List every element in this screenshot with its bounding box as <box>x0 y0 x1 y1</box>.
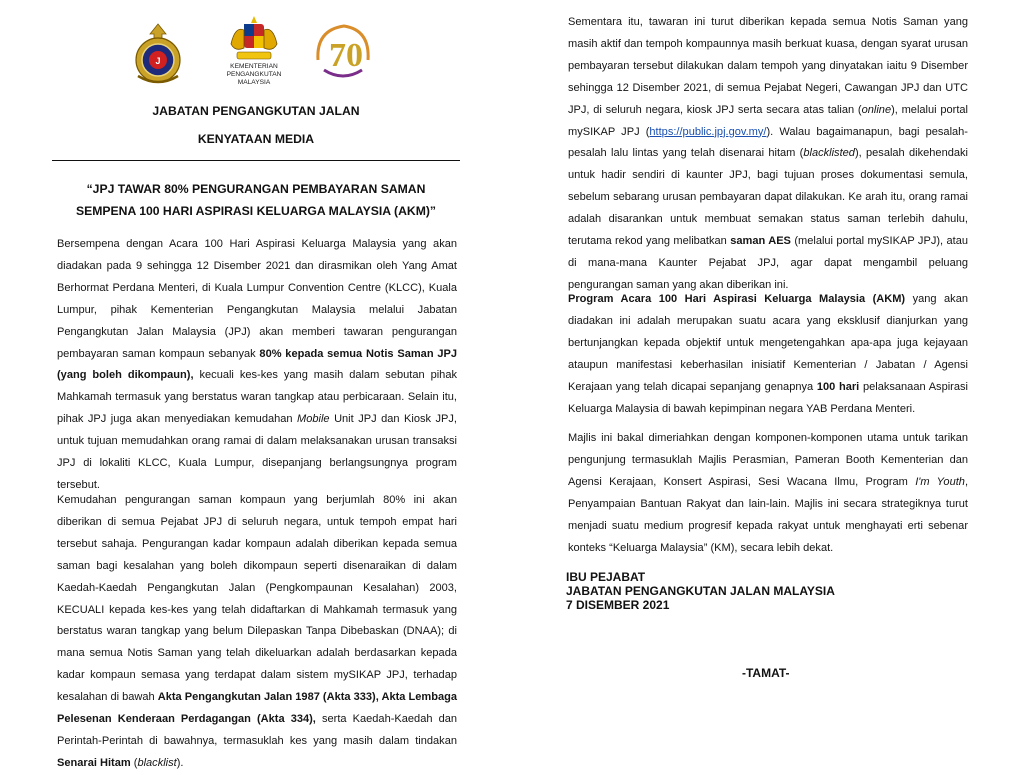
portal-link[interactable]: https://public.jpj.gov.my/ <box>649 125 767 138</box>
emphasis-bold: Senarai Hitam <box>57 756 131 769</box>
text-run: , Penyampaian Bantuan Rakyat dan lain-lain. Majlis ini secara strategiknya turut menjadi suatu medium progresif kepada rakyat untuk menghayati erti sebenar konteks “Keluarga Malaysia” (KM), secara lebih dekat. <box>568 475 969 554</box>
body-paragraph <box>568 12 968 297</box>
text-run: ), melalui portal mySIKAP JPJ ( <box>568 103 968 138</box>
jubli-platinum-logo <box>310 16 376 88</box>
signature-date: 7 DISEMBER 2021 <box>566 598 670 613</box>
emphasis-italic: Mobile <box>297 413 330 426</box>
text-run: Kemudahan pengurangan saman kompaun yang berjumlah 80% ini akan diberikan di semua Pejabat JPJ di seluruh negara, untuk tempoh empat hari tersebut sahaja. Pengurangan kadar kompaun adalah diberikan kepada semua saman bagi kesalahan yang boleh dikompaun seperti disenaraikan di dalam Kaedah-Kaedah Pengangkutan Jalan (Pengkompaunan Kesalahan) 2003, KECUALI kepada kes-kes yang telah didaftarkan di Mahkamah termasuk yang berstatus waran tangkap yang belum Dilepaskan Tanpa Dibebaskan (DNAA); di mana semua Notis Saman yang telah dikeluarkan adalah berdasarkan kepada kadar kompaun semasa yang terdapat dalam sistem mySIKAP JPJ, terhadap kesalahan di bawah <box>57 494 457 704</box>
headline-line-1: “JPJ TAWAR 80% PENGURANGAN PEMBAYARAN SAMAN <box>86 182 426 196</box>
department-name: JABATAN PENGANGKUTAN JALAN <box>152 104 360 118</box>
text-run: ). <box>176 756 184 769</box>
text-run: kecuali kes-kes yang masih dalam sebutan pihak Mahkamah termasuk yang berstatus waran tangkap atau perbicaraan. Selain itu, pihak JPJ juga akan menyediakan kemudahan <box>57 369 457 426</box>
signature-block <box>566 570 866 613</box>
emphasis-bold: saman AES <box>730 235 791 248</box>
body-paragraph <box>57 490 457 775</box>
press-release-headline <box>40 178 472 222</box>
emphasis-bold: 100 hari <box>816 380 860 393</box>
svg-text:J: J <box>155 56 161 66</box>
body-paragraph <box>568 289 968 420</box>
document-type: KENYATAAN MEDIA <box>197 132 315 146</box>
text-run: Bersempena dengan Acara 100 Hari Aspirasi Keluarga Malaysia yang akan diadakan pada 9 sehingga 12 Disember 2021 dan dirasmikan oleh Yang Amat Berhormat Perdana Menteri, di Kuala Lumpur Convention Centre (KLCC), Kuala Lumpur, pihak Kementerian Pengangkutan Malaysia melalui Jabatan Pengangkutan Jalan Malaysia (JPJ) akan memberi tawaran pengurangan pembayaran saman kompaun sebanyak <box>57 238 457 360</box>
press-release-page-1 <box>0 0 513 768</box>
signature-line: JABATAN PENGANGKUTAN JALAN MALAYSIA <box>566 584 835 599</box>
emphasis-italic: blacklist <box>137 756 177 769</box>
text-run: yang akan diadakan ini adalah merupakan suatu acara yang eksklusif dianjurkan yang bertunjangkan kepada objektif untuk mengetengahkan apa-apa juga kejayaan ataupun manifestasi keberhasilan inisiatif Kementerian / Jabatan / Agensi Kerajaan yang telah dicapai sepanjang genapnya <box>568 293 968 393</box>
text-run: Sementara itu, tawaran ini turut diberikan kepada semua Notis Saman yang masih aktif dan tempoh kompaunnya masih berkuat kuasa, dengan syarat urusan pembayaran tersebut dilakukan dalam tempoh yang dinyatakan iaitu 9 Disember sehingga 12 Disember 2021, di semua Pejabat Negeri, Cawangan JPJ dan UTC JPJ, di seluruh negara, kiosk JPJ serta secara atas talian ( <box>568 16 968 116</box>
emphasis-italic: online <box>861 103 892 116</box>
ministry-coat-of-arms-logo <box>210 14 298 84</box>
svg-text:70: 70 <box>329 37 363 74</box>
body-paragraph <box>57 234 457 497</box>
jpj-emblem-logo <box>128 18 188 88</box>
text-run: ). Walau bagaimanapun, bagi pesalah-pesalah lalu lintas yang telah disenarai hitam ( <box>568 125 968 160</box>
emphasis-bold: Program Acara 100 Hari Aspirasi Keluarga Malaysia (AKM) <box>568 293 906 305</box>
text-run: ), pesalah dikehendaki untuk hadir sendiri di kaunter JPJ, bagi tujuan proses dokumentasi semula, sebelum sebarang urusan pembayaran dapat dilakukan. Ke arah itu, orang ramai adalah disarankan untuk membuat semakan status saman terlebih dahulu, terutama rekod yang melibatkan <box>568 147 968 248</box>
text-run: Unit JPJ dan Kiosk JPJ, untuk tujuan memudahkan orang ramai di dalam melaksanakan urusan transaksi JPJ di lokaliti KLCC, Kuala Lumpur, disepanjang berlangsungnya program tersebut. <box>57 413 457 491</box>
text-run: Majlis ini bakal dimeriahkan dengan komponen-komponen utama untuk tarikan pengunjung termasuklah Majlis Perasmian, Pameran Booth Kementerian dan Agensi Kerajaan, Konsert Aspirasi, Sesi Wacana Ilmu, Program <box>568 432 968 488</box>
signature-line: IBU PEJABAT <box>566 570 646 584</box>
header-divider <box>52 160 460 161</box>
text-run: serta Kaedah-Kaedah dan Perintah-Perintah di bawahnya, termasuklah kes yang masih dalam tindakan <box>57 713 457 747</box>
emphasis-italic: blacklisted <box>803 147 855 160</box>
headline-line-2: SEMPENA 100 HARI ASPIRASI KELUARGA MALAYSIA (AKM)” <box>75 204 437 218</box>
emphasis-italic: I'm Youth <box>915 475 965 488</box>
emphasis-bold: Akta Pengangkutan Jalan 1987 (Akta 333), Akta Lembaga Pelesenan Kenderaan Perdagangan (Akta 334), <box>57 691 457 726</box>
body-paragraph <box>568 428 968 559</box>
text-run: ( <box>130 756 138 769</box>
end-mark: -TAMAT- <box>742 666 790 680</box>
header-logos <box>128 14 378 92</box>
emphasis-bold: 80% kepada semua Notis Saman JPJ (yang boleh dikompaun), <box>57 347 457 382</box>
text-run: (melalui portal mySIKAP JPJ), atau di mana-mana Kaunter Pejabat JPJ, agar dapat mengambil peluang pengurangan saman yang akan diberikan ini. <box>568 235 968 291</box>
ministry-name-text: KEMENTERIAN PENGANGKUTAN MALAYSIA <box>226 63 282 86</box>
text-run: pelaksanaan Aspirasi Keluarga Malaysia di bawah kepimpinan negara YAB Perdana Menteri. <box>568 380 968 415</box>
